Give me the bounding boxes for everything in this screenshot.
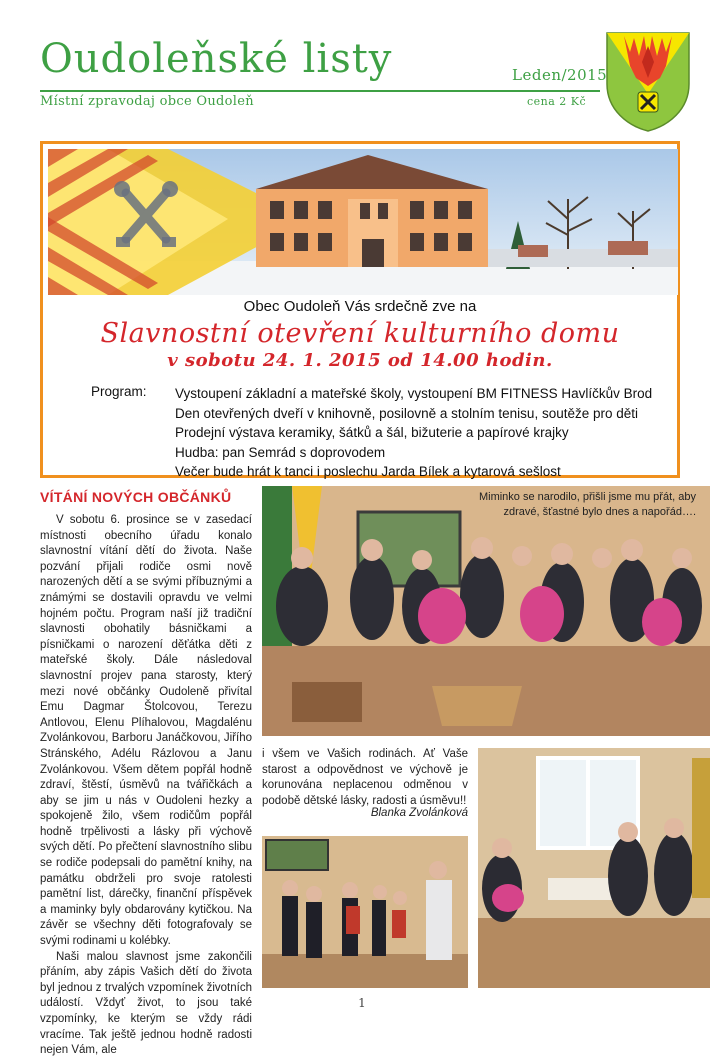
invitation-box [40,141,680,478]
article-heading: VÍTÁNÍ NOVÝCH OBČÁNKŮ [40,489,232,505]
masthead-title: Oudoleňské listy [40,36,393,82]
program-item: Den otevřených dveří v knihovně, posilovně a stolním tenisu, soutěže pro děti [175,405,639,421]
photo-caption: Miminko se narodilo, přišli jsme mu přát, aby zdravé, šťastné bylo dnes a napořád…. [478,491,696,518]
article-column-left [40,513,252,1059]
program-list [175,384,675,482]
article-paragraph: V sobotu 6. prosince se v zasedací místnosti obecního úřadu konalo slavnostní vítání dětí do života. Naše pozvání přijali rodiče osmi nově narozených dětí a se svými příbuznými a známými se dostavili opravdu ve velmi hojném počtu. Program naší již tradiční slavnosti obohatily básničkami a písničkami o narození děťátka děti z mateřské školy. Dále následoval slavnostní projev pana starosty, který mezi nové občánky Oudoleně přivítal Emu Dagmar Štolcovou, Terezu Antlovou, Elenu Plíhalovou, Magdalénu Zvolánkovou, Barboru Janáčkovou, Jiřího Stránského, Adélu Rázlovou a Janu Zvolánkovou. Všem dětem popřál hodně zdraví, štěstí, úsměvů na tvářičkách a aby se jim u nás v Oudoleni hezky a spokojeně žilo, všem rodičům popřál hodně trpělivosti a lásky při výchově svých dětí. Po přečtení slavnostního slibu se rodiče podepsali do pamětní knihy, na památku obdrželi pro svoje ratolesti pamětní list, dárečky, finanční příspěvek a maminky byly obdarovány kytičkou. Na závěr se všechny děti fotografovaly se svými rodinami u kolébky. [40,514,252,948]
village-banner-image [48,149,678,295]
program-item: Prodejní výstava keramiky, šátků a šál, bižuterie a papírové krajky [175,425,569,440]
program-item: Večer bude hrát k tanci i poslechu Jarda Bílek a kytarová sešlost [175,464,561,479]
program-label: Program: [91,384,147,399]
ceremony-photo-image [478,748,710,988]
program-item: Hudba: pan Semrád s doprovodem [175,444,386,460]
article-paragraph: i všem ve Vašich rodinách. Ať Vaše starost a odpovědnost ve výchově je korunována neplacenou odměnou v podobě dětské lásky, radosti a úsměvu!! [262,748,468,807]
article-paragraph: Naši malou slavnost jsme zakončili přáním, aby zápis Vašich dětí do života byl jednou z trvalých vzpomínek životních událostí. Vždyť život, to jsou také vzpomínky, ke kterým se vždy rádi vracíme. Tak ještě jednou hodně radosti nejen Vám, ale [40,950,252,1057]
masthead-subtitle: Místní zpravodaj obce Oudoleň [40,94,254,109]
invitation-headline: Slavnostní otevření kulturního domu [100,318,620,349]
program-item: Vystoupení základní a mateřské školy, vystoupení BM FITNESS Havlíčkův Brod [175,386,653,401]
children-performance-image [262,836,468,988]
article-author: Blanka Zvolánková [370,807,468,819]
coat-of-arms-icon [606,32,690,132]
invitation-lead: Obec Oudoleň Vás srdečně zve na [243,298,477,315]
issue-price: cena 2 Kč [527,95,587,108]
article-column-right [262,747,468,809]
issue-date: Leden/2015 [512,66,608,84]
invitation-date: v sobotu 24. 1. 2015 od 14.00 hodin. [167,350,553,371]
masthead-divider [40,90,600,92]
page-number: 1 [358,996,366,1010]
group-photo-image [262,486,710,736]
